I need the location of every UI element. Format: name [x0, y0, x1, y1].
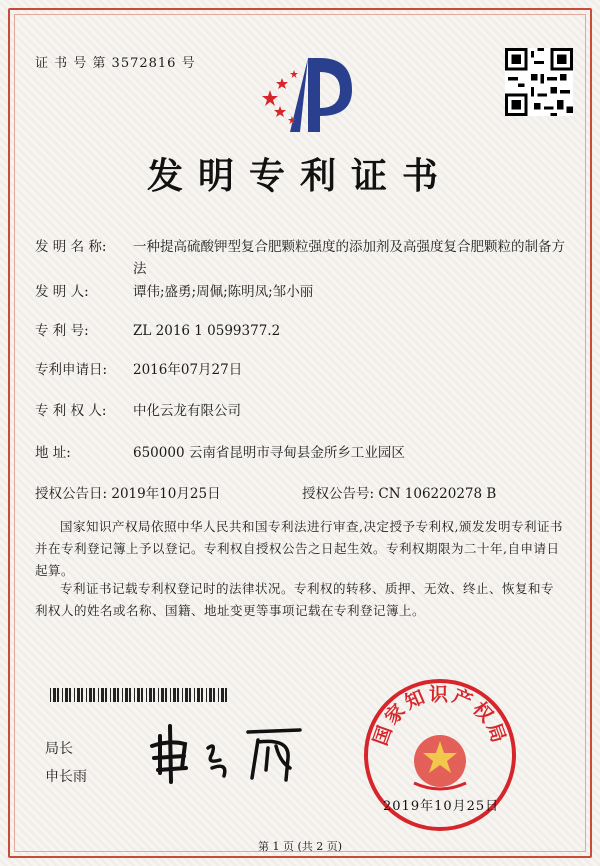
- certificate-number: [35, 52, 196, 71]
- grant-number-value: CN 106220278 B: [378, 486, 497, 502]
- signer-title: 局长: [45, 741, 73, 757]
- patent-number-label: 专 利 号:: [35, 323, 89, 339]
- grant-date-value: 2019年10月25日: [111, 486, 221, 502]
- seal-text: 国家知识产权局: [369, 683, 511, 749]
- handwritten-signature: [140, 718, 310, 788]
- invention-name-label: 发 明 名 称:: [35, 239, 107, 255]
- grant-date-field: [35, 483, 221, 505]
- patent-number-field: [35, 320, 570, 342]
- patentee-field: [35, 400, 570, 422]
- certificate-title: 发明专利证书: [146, 155, 453, 197]
- inventors-field: [35, 281, 570, 303]
- page-number: 第 1 页 (共 2 页): [257, 840, 343, 853]
- signer-name: 申长雨: [45, 769, 87, 785]
- seal-date: 2019年10月25日: [383, 799, 500, 814]
- invention-name-field: [35, 236, 570, 277]
- barcode-icon: [50, 688, 230, 702]
- grant-number-label: 授权公告号:: [302, 486, 375, 502]
- grant-statement-paragraph: 国家知识产权局依照中华人民共和国专利法进行审查,决定授予专利权,颁发发明专利证书并在专利登记簿上予以登记。专利权自授权公告之日起生效。专利权期限为二十年,自申请日起算。: [35, 519, 563, 578]
- address-field: [35, 442, 570, 464]
- patentee-label: 专 利 权 人:: [35, 403, 107, 419]
- legal-status-paragraph: 专利证书记载专利权登记时的法律状况。专利权的转移、质押、无效、终止、恢复和专利权人的姓名或名称、国籍、地址变更等事项记载在专利登记簿上。: [35, 581, 555, 618]
- grant-date-label: 授权公告日:: [35, 486, 108, 502]
- patent-office-logo-icon: [250, 50, 360, 140]
- filing-date-label: 专利申请日:: [35, 362, 108, 378]
- grant-number-field: [302, 483, 496, 505]
- inventors-label: 发 明 人:: [35, 284, 89, 300]
- qr-code-icon: [505, 48, 573, 116]
- certificate-number-value: 3572816: [111, 56, 177, 71]
- invention-name-value: 一种提高硫酸钾型复合肥颗粒强度的添加剂及高强度复合肥颗粒的制备方法: [133, 239, 565, 277]
- certificate-number-suffix: 号: [181, 56, 196, 71]
- address-value: 650000 云南省昆明市寻甸县金所乡工业园区: [133, 445, 405, 461]
- certificate-number-label: 证 书 号 第: [35, 56, 107, 71]
- filing-date-value: 2016年07月27日: [133, 362, 243, 378]
- address-label: 地 址:: [35, 445, 71, 461]
- patentee-value: 中化云龙有限公司: [133, 403, 241, 419]
- inventors-value: 谭伟;盛勇;周佩;陈明凤;邹小丽: [133, 284, 314, 300]
- filing-date-field: [35, 359, 570, 381]
- patent-number-value: ZL 2016 1 0599377.2: [133, 323, 281, 339]
